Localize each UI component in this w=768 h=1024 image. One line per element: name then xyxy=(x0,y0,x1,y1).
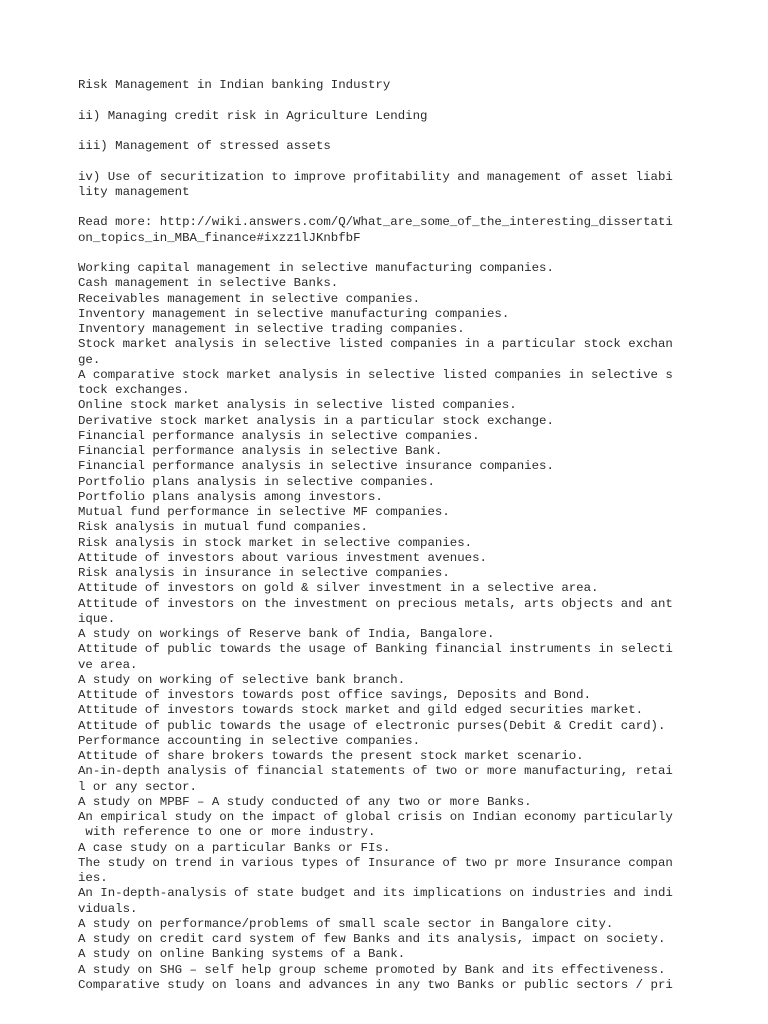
text-line: Risk Management in Indian banking Industry xyxy=(78,78,391,92)
topic-item xyxy=(78,795,698,810)
text-line: iii) Management of stressed assets xyxy=(78,139,331,153)
text-line: Inventory management in selective manufacturing companies. xyxy=(78,306,510,321)
text-line: A case study on a particular Banks or FIs. xyxy=(78,840,391,855)
header-paragraphs xyxy=(78,78,698,246)
topic-item xyxy=(78,444,698,459)
topic-item xyxy=(78,703,698,718)
section-gap xyxy=(78,246,698,261)
topic-item xyxy=(78,734,698,749)
paragraph-gap xyxy=(78,93,698,108)
text-line: tock exchanges. xyxy=(78,383,190,397)
topic-item xyxy=(78,917,698,932)
paragraph-gap xyxy=(78,154,698,169)
topic-item xyxy=(78,551,698,566)
text-line: lity management xyxy=(78,184,190,199)
topic-item xyxy=(78,505,698,520)
text-line: Attitude of public towards the usage of Banking financial instruments in selecti xyxy=(78,642,673,657)
text-line: Attitude of share brokers towards the present stock market scenario. xyxy=(78,749,584,763)
text-line: A study on performance/problems of small scale sector in Bangalore city. xyxy=(78,916,614,931)
text-line: ies. xyxy=(78,871,108,885)
topic-item xyxy=(78,642,698,673)
read-more-paragraph xyxy=(78,215,698,246)
text-line: Inventory management in selective trading companies. xyxy=(78,322,465,336)
text-line: An In-depth-analysis of state budget and its implications on industries and indi xyxy=(78,886,673,901)
text-line: A study on SHG – self help group scheme promoted by Bank and its effectiveness. xyxy=(78,962,666,977)
text-line: Attitude of public towards the usage of electronic purses(Debit & Credit card). xyxy=(78,718,666,733)
topic-item xyxy=(78,581,698,596)
text-line: ii) Managing credit risk in Agriculture Lending xyxy=(78,108,428,123)
topic-list xyxy=(78,261,698,993)
text-line: Financial performance analysis in selective companies. xyxy=(78,428,480,443)
text-line: Financial performance analysis in selective insurance companies. xyxy=(78,459,554,474)
topic-item xyxy=(78,764,698,795)
text-line: Online stock market analysis in selective listed companies. xyxy=(78,398,517,413)
text-line: Mutual fund performance in selective MF companies. xyxy=(78,505,450,519)
topic-item xyxy=(78,292,698,307)
topic-item xyxy=(78,749,698,764)
text-line: Working capital management in selective manufacturing companies. xyxy=(78,261,554,275)
paragraph-gap xyxy=(78,200,698,215)
text-line: Attitude of investors on gold & silver investment in a selective area. xyxy=(78,581,599,596)
text-line: A study on online Banking systems of a Bank. xyxy=(78,947,406,962)
text-line: with reference to one or more industry. xyxy=(78,825,376,840)
text-line: Financial performance analysis in selective Bank. xyxy=(78,444,443,458)
text-line: Risk analysis in mutual fund companies. xyxy=(78,520,368,535)
text-line: Attitude of investors on the investment on precious metals, arts objects and ant xyxy=(78,596,673,611)
topic-item xyxy=(78,810,698,841)
topic-item xyxy=(78,276,698,291)
text-line: Cash management in selective Banks. xyxy=(78,276,339,291)
header-paragraph xyxy=(78,170,698,201)
topic-item xyxy=(78,536,698,551)
topic-item xyxy=(78,475,698,490)
text-line: Receivables management in selective companies. xyxy=(78,291,421,306)
topic-item xyxy=(78,566,698,581)
text-line: A comparative stock market analysis in selective listed companies in selective s xyxy=(78,367,673,382)
topic-item xyxy=(78,856,698,887)
topic-item xyxy=(78,673,698,688)
topic-item xyxy=(78,886,698,917)
text-line: Portfolio plans analysis in selective companies. xyxy=(78,474,435,489)
text-line: A study on workings of Reserve bank of India, Bangalore. xyxy=(78,627,495,641)
topic-item xyxy=(78,932,698,947)
topic-item xyxy=(78,307,698,322)
text-line: ve area. xyxy=(78,657,138,672)
header-paragraph xyxy=(78,78,698,93)
text-line: Comparative study on loans and advances in any two Banks or public sectors / pri xyxy=(78,977,673,992)
topic-item xyxy=(78,627,698,642)
topic-item xyxy=(78,978,698,993)
text-line: viduals. xyxy=(78,901,138,916)
text-line: on_topics_in_MBA_finance#ixzz1lJKnbfbF xyxy=(78,230,361,245)
text-line: Derivative stock market analysis in a particular stock exchange. xyxy=(78,413,554,428)
topic-item xyxy=(78,337,698,368)
text-line: Risk analysis in stock market in selective companies. xyxy=(78,535,473,550)
topic-item xyxy=(78,963,698,978)
topic-item xyxy=(78,368,698,399)
text-line: Attitude of investors towards stock market and gild edged securities market. xyxy=(78,703,644,718)
topic-item xyxy=(78,322,698,337)
topic-item xyxy=(78,947,698,962)
header-paragraph xyxy=(78,139,698,154)
topic-item xyxy=(78,490,698,505)
topic-item xyxy=(78,688,698,703)
text-line: ge. xyxy=(78,352,101,367)
text-line: A study on MPBF – A study conducted of any two or more Banks. xyxy=(78,794,532,809)
text-line: Stock market analysis in selective listed companies in a particular stock exchan xyxy=(78,337,673,352)
topic-item xyxy=(78,429,698,444)
text-line: The study on trend in various types of Insurance of two pr more Insurance compan xyxy=(78,855,673,870)
text-line: An-in-depth analysis of financial statements of two or more manufacturing, retai xyxy=(78,764,673,779)
topic-item xyxy=(78,719,698,734)
text-line: A study on credit card system of few Banks and its analysis, impact on society. xyxy=(78,932,666,946)
topic-item xyxy=(78,261,698,276)
topic-item xyxy=(78,597,698,628)
text-line: Portfolio plans analysis among investors. xyxy=(78,489,383,504)
document-body xyxy=(78,78,698,993)
topic-item xyxy=(78,520,698,535)
text-line: Risk analysis in insurance in selective companies. xyxy=(78,566,450,580)
text-line: Attitude of investors about various investment avenues. xyxy=(78,550,487,565)
topic-item xyxy=(78,459,698,474)
paragraph-gap xyxy=(78,124,698,139)
text-line: l or any sector. xyxy=(78,779,197,794)
text-line: A study on working of selective bank branch. xyxy=(78,672,406,687)
topic-item xyxy=(78,414,698,429)
text-line: An empirical study on the impact of global crisis on Indian economy particularly xyxy=(78,810,673,824)
text-line: Read more: http://wiki.answers.com/Q/What_are_some_of_the_interesting_dissertati xyxy=(78,215,673,230)
text-line: ique. xyxy=(78,611,116,626)
text-line: iv) Use of securitization to improve profitability and management of asset liabi xyxy=(78,169,673,184)
topic-item xyxy=(78,841,698,856)
text-line: Attitude of investors towards post office savings, Deposits and Bond. xyxy=(78,688,592,702)
topic-item xyxy=(78,398,698,413)
header-paragraph xyxy=(78,109,698,124)
text-line: Performance accounting in selective companies. xyxy=(78,733,421,748)
